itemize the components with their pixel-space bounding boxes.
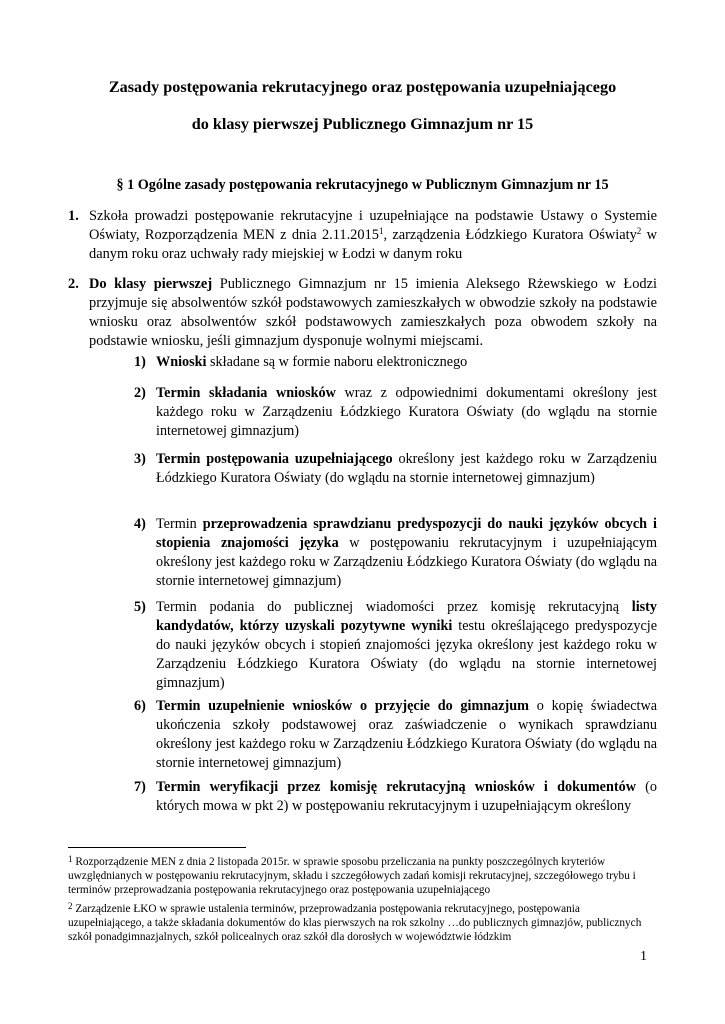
footnote-ref-2: 2 xyxy=(636,226,642,236)
section-heading: § 1 Ogólne zasady postępowania rekrutacyjnego w Publicznym Gimnazjum nr 15 xyxy=(116,177,609,193)
list-item-3: 3) Termin postępowania uzupełniającego określony jest każdego roku w Zarządzeniu Łódzkiego Kuratora Oświaty (do wglądu na stornie internetowej gimnazjum) xyxy=(134,451,657,486)
paragraph-2: 2. Do klasy pierwszej Publicznego Gimnazjum nr 15 imienia Aleksego Rżewskiego w Łodzi przyjmuje się absolwentów szkół podstawowych zamieszkałych w obwodzie szkoły na podstawie wniosku oraz absolwentów szkół podstawowych zamieszkałych poza obwodem szkoły na podstawie wniosku, jeśli gimnazjum dysponuje wolnymi miejscami. xyxy=(68,276,657,349)
page-number: 1 xyxy=(640,949,647,964)
footnote-ref-1: 1 xyxy=(378,226,384,236)
paragraph-number: 1. xyxy=(68,208,79,224)
footnote-separator xyxy=(68,847,246,848)
paragraph-number: 2. xyxy=(68,276,79,292)
footnote-1: $^1$ Rozporządzenie MEN z dnia 2 listopada 2015r. w sprawie sposobu przeliczania na punkty poszczególnych kryteriów uwzględnianych w postępowaniu rekrutacyjnym, składu i szczegółowych zadań komisji rekrutacyjnej, szczegółowego trybu i terminów przeprowadzania postępowania rekrutacyjnego oraz postępowania uzupełniającego xyxy=(68,854,636,897)
list-item-6: 6) Termin uzupełnienie wniosków o przyjęcie do gimnazjum o kopię świadectwa ukończenia szkoły podstawowej oraz zaświadczenie o wynikach sprawdzianu określony jest każdego roku w Zarządzeniu Łódzkiego Kuratora Oświaty (do wglądu na stornie internetowej gimnazjum) xyxy=(134,698,658,771)
list-item-7: 7) Termin weryfikacji przez komisję rekrutacyjną wniosków i dokumentów (o których mowa w pkt 2) w postępowaniu rekrutacyjnym i uzupełniającym określony xyxy=(134,779,657,814)
list-item-5: 5) Termin podania do publicznej wiadomości przez komisję rekrutacyjną listy kandydatów, którzy uzyskali pozytywne wyniki testu określającego predyspozycje do nauki języków obcych i stopień znajomości języka określony jest każdego roku w Zarządzeniu Łódzkiego Kuratora Oświaty (do wglądu na stornie internetowej gimnazjum) xyxy=(134,599,657,691)
list-item-1: 1) Wnioski składane są w formie naboru elektronicznego xyxy=(134,354,468,370)
document-title-line-2: do klasy pierwszej Publicznego Gimnazjum nr 15 xyxy=(191,115,534,133)
document-title-line-1: Zasady postępowania rekrutacyjnego oraz postępowania uzupełniającego xyxy=(108,78,617,96)
footnote-2: $^2$ Zarządzenie ŁKO w sprawie ustalenia terminów, przeprowadzania postępowania rekrutacyjnego, postępowania uzupełniającego, a także składania dokumentów do klas pierwszych na rok szkolny …do publicznych gimnazjów, publicznych szkół ponadgimnazjalnych, szkół policealnych oraz szkół dla dorosłych w województwie łódzkim xyxy=(68,901,642,944)
list-item-4: 4) Termin przeprowadzenia sprawdzianu predyspozycji do nauki języków obcych i stopienia znajomości języka w postępowaniu rekrutacyjnym i uzupełniającym określony jest każdego roku w Zarządzeniu Łódzkiego Kuratora Oświaty (do wglądu na stornie internetowej gimnazjum) xyxy=(134,516,657,589)
list-item-2: 2) Termin składania wniosków wraz z odpowiednimi dokumentami określony jest każdego roku w Zarządzeniu Łódzkiego Kuratora Oświaty (do wglądu na stornie internetowej gimnazjum) xyxy=(134,385,657,439)
paragraph-1: 1. Szkoła prowadzi postępowanie rekrutacyjne i uzupełniające na podstawie Ustawy o Systemie Oświaty, Rozporządzenia MEN z dnia 2.11.2015$^1$, zarządzenia Łódzkiego Kuratora Oświaty$^2$ w danym roku oraz uchwały rady miejskiej w Łodzi w danym roku xyxy=(68,208,657,262)
